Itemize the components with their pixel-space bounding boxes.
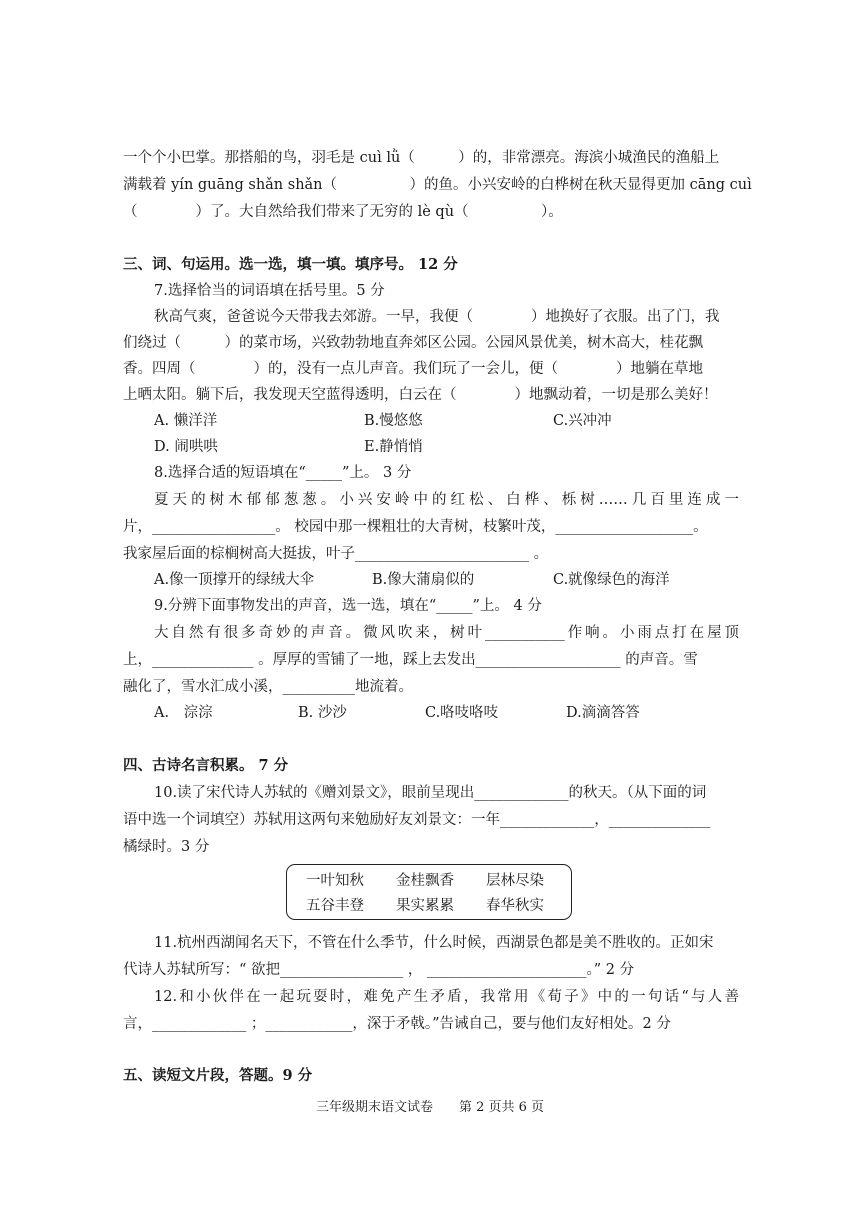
question-11-text: 11.杭州西湖闻名天下，不管在什么季节，什么时候，西湖景色都是美不胜收的。正如宋 [154,935,714,951]
word-choice-box [286,864,572,920]
q7-option-b: B.慢悠悠 [364,413,423,429]
question-12-text: 言，_____________ ；____________，深于矛戟。”告诫自己，要与他们友好相处。2 分 [123,1016,671,1032]
q7-option-c: C.兴冲冲 [553,413,612,429]
question-9-prompt: 9.分辨下面事物发出的声音，选一选，填在“_____”上。 4 分 [154,598,542,614]
question-9-text: 大自然有很多奇妙的声音。微风吹来，树叶___________作响。小雨点打在屋顶 [154,625,739,641]
word-choice: 果实累累 [396,898,454,914]
q9-option-b: B. 沙沙 [298,705,347,721]
question-10-text: 语中选一个词填空）苏轼用这两句来勉励好友刘景文：一年_____________，______________ [123,812,711,828]
word-choice: 金桂飘香 [396,873,454,889]
q8-option-a: A.像一顶撑开的绿绒大伞 [154,572,315,588]
q9-option-a: A. 淙淙 [154,705,213,721]
text-line: 满载着 yín guāng shǎn shǎn（ ）的鱼。小兴安岭的白桦树在秋天显得更加 cāng cuì [123,177,752,193]
question-8-prompt: 8.选择合适的短语填在“_____”上。 3 分 [154,465,412,481]
section-5-title: 五、读短文片段，答题。9 分 [123,1067,313,1084]
question-10-text: 橘绿时。3 分 [123,839,210,855]
q7-option-d: D. 闹哄哄 [154,439,218,455]
q9-option-d: D.滴滴答答 [566,705,640,721]
text-line: （ ）了。大自然给我们带来了无穷的 lè qù（ ）。 [123,204,563,220]
text-line: 一个个小巴掌。那搭船的鸟，羽毛是 cuì lǜ（ ）的，非常漂亮。海滨小城渔民的渔船上 [123,150,720,166]
question-7-text: 秋高气爽，爸爸说今天带我去郊游。一早，我便（ ）地换好了衣服。出了门，我 [154,309,720,325]
word-choice: 春华秋实 [486,898,544,914]
word-choice: 五谷丰登 [306,898,364,914]
question-8-text: 夏天的树木郁郁葱葱。小兴安岭中的红松、白桦、栎树……几百里连成一 [154,492,739,508]
page-footer: 三年级期末语文试卷 第 2 页共 6 页 [315,1100,545,1115]
question-10-text: 10.读了宋代诗人苏轼的《赠刘景文》，眼前呈现出_____________的秋天。（从下面的词 [154,785,707,801]
word-choice: 层林尽染 [486,873,544,889]
question-11-text: 代诗人苏轼所写：“ 欲把_________________ ， ______________________。” 2 分 [123,962,635,978]
section-4-title: 四、古诗名言积累。 7 分 [123,757,289,774]
question-9-text: 融化了，雪水汇成小溪，__________地流着。 [123,679,413,695]
q9-option-c: C.咯吱咯吱 [425,705,499,721]
question-7-text: 香。四周（ ）的，没有一点儿声音。我们玩了一会儿，便（ ）地躺在草地 [123,361,703,377]
question-7-text: 们绕过（ ）的菜市场，兴致勃勃地直奔郊区公园。公园风景优美，树木高大，桂花飘 [123,335,703,351]
q7-option-e: E.静悄悄 [364,439,423,455]
question-7-prompt: 7.选择恰当的词语填在括号里。5 分 [154,283,385,299]
question-9-text: 上，______________ 。厚厚的雪铺了一地，踩上去发出____________________ 的声音。雪 [123,652,698,668]
q8-option-c: C.就像绿色的海洋 [553,572,670,588]
word-choice: 一叶知秋 [306,873,364,889]
section-3-title: 三、词、句运用。选一选，填一填。填序号。 12 分 [123,256,458,273]
q7-option-a: A. 懒洋洋 [154,413,218,429]
question-8-text: 我家屋后面的棕榈树高大挺拔，叶子________________________ 。 [123,546,549,562]
q8-option-b: B.像大蒲扇似的 [372,572,475,588]
question-12-text: 12.和小伙伴在一起玩耍时，难免产生矛盾，我常用《荀子》中的一句话“与人善 [154,989,739,1005]
question-8-text: 片，_________________。 校园中那一棵粗壮的大青树，枝繁叶茂，___________________。 [123,519,708,535]
question-7-text: 上晒太阳。躺下后，我发现天空蓝得透明，白云在（ ）地飘动着，一切是那么美好！ [123,387,718,403]
